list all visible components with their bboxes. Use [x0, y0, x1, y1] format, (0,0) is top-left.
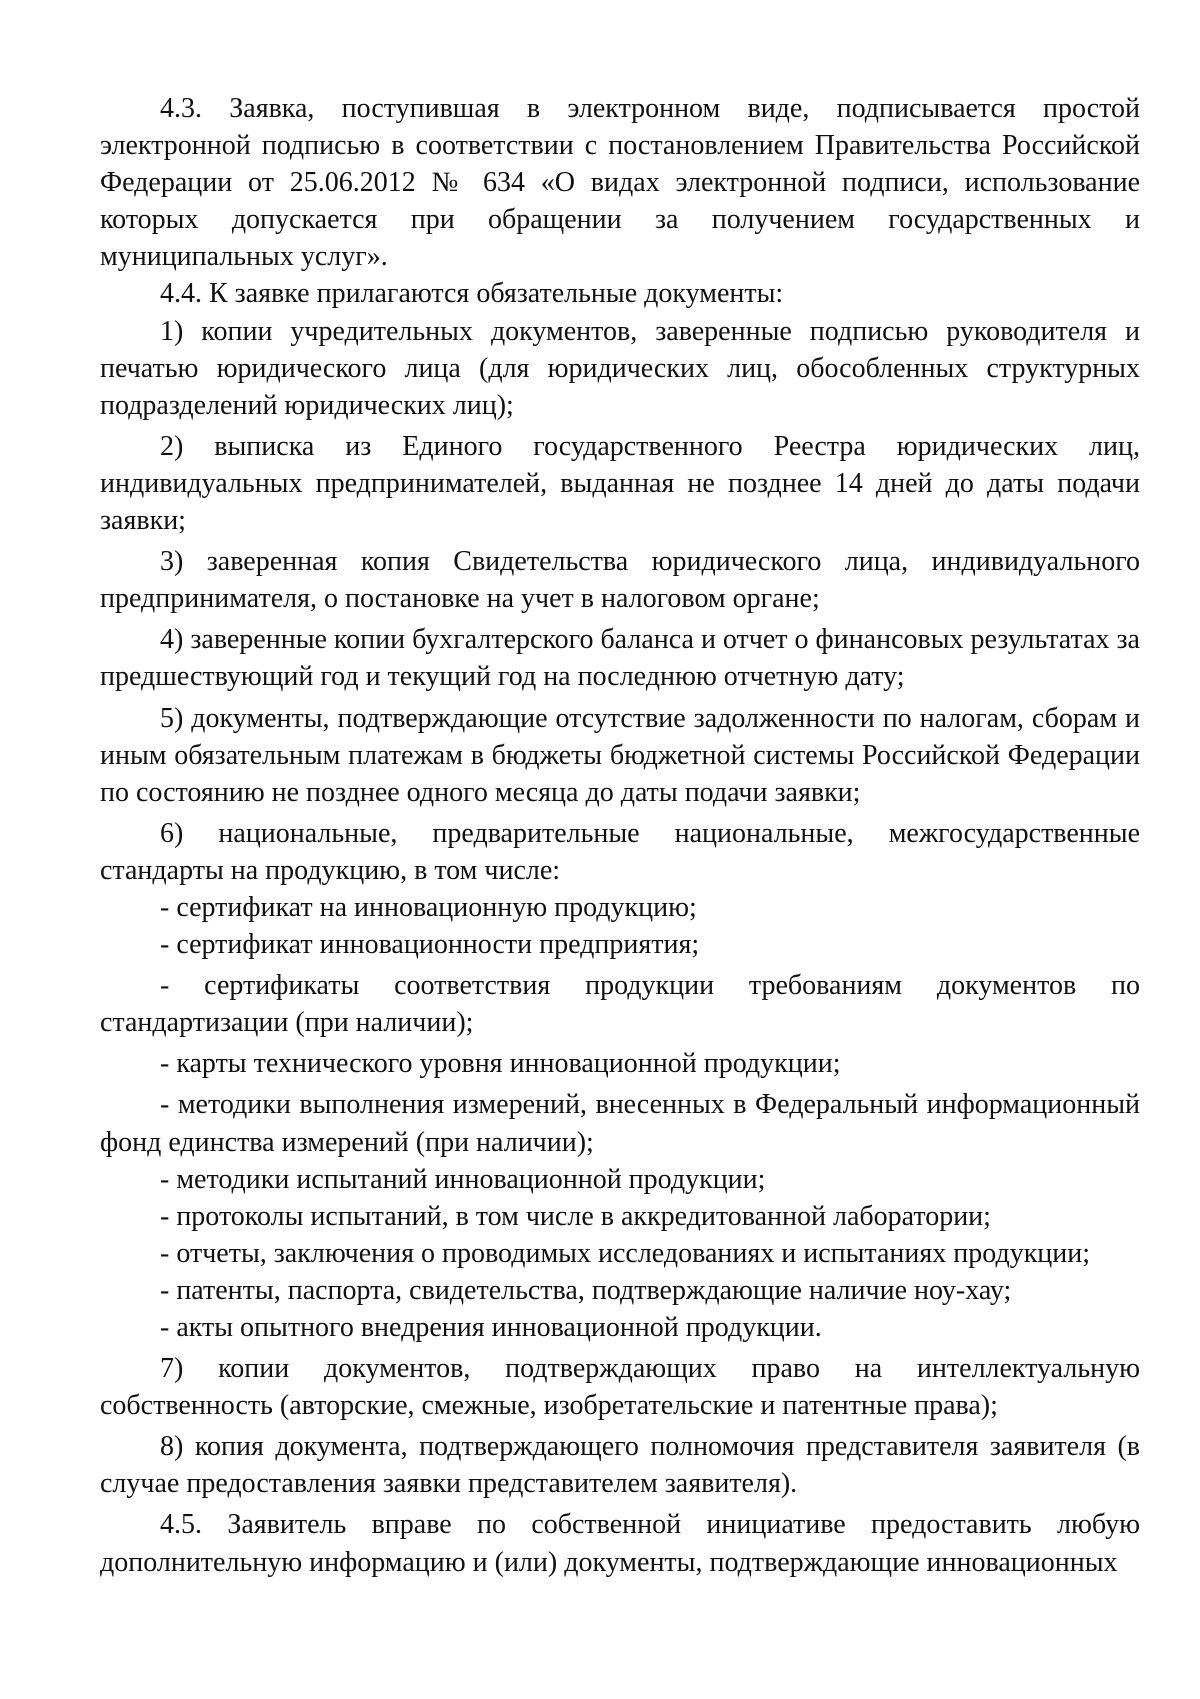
- list-item-5: 5) документы, подтверждающие отсутствие задолженности по налогам, сборам и иным обязательным платежам в бюджеты бюджетной системы Российской Федерации по состоянию не позднее одного месяца до даты подачи заявки;: [100, 702, 1140, 808]
- sub-item-conformity-certificates: - сертификаты соответствия продукции требованиям документов по стандартизации (при наличии);: [100, 970, 1140, 1039]
- list-item-6: 6) национальные, предварительные национальные, межгосударственные стандарты на продукцию, в том числе:: [100, 817, 1140, 886]
- document-body: [100, 90, 1140, 1581]
- sub-item-certificate-product: - сертификат на инновационную продукцию;: [160, 891, 697, 923]
- sub-item-certificate-enterprise: - сертификат инновационности предприятия;: [160, 929, 700, 961]
- sub-item-measurement-methods: - методики выполнения измерений, внесенных в Федеральный информационный фонд единства измерений (при наличии);: [100, 1089, 1140, 1158]
- sub-item-test-methods: - методики испытаний инновационной продукции;: [160, 1163, 766, 1195]
- sub-item-patents: - патенты, паспорта, свидетельства, подтверждающие наличие ноу-хау;: [160, 1274, 1012, 1306]
- paragraph-4-5: 4.5. Заявитель вправе по собственной инициативе предоставить любую дополнительную информацию и (или) документы, подтверждающие инновационных: [100, 1509, 1140, 1578]
- sub-item-technical-level-cards: - карты технического уровня инновационной продукции;: [160, 1048, 841, 1080]
- list-item-3: 3) заверенная копия Свидетельства юридического лица, индивидуального предпринимателя, о постановке на учет в налоговом органе;: [100, 546, 1140, 615]
- sub-item-reports: - отчеты, заключения о проводимых исследованиях и испытаниях продукции;: [160, 1237, 1091, 1269]
- list-item-8: 8) копия документа, подтверждающего полномочия представителя заявителя (в случае предоставления заявки представителем заявителя).: [100, 1431, 1140, 1500]
- list-item-7: 7) копии документов, подтверждающих право на интеллектуальную собственность (авторские, смежные, изобретательские и патентные права);: [100, 1353, 1140, 1422]
- sub-item-test-protocols: - протоколы испытаний, в том числе в аккредитованной лаборатории;: [160, 1200, 991, 1232]
- sub-item-implementation-acts: - акты опытного внедрения инновационной продукции.: [160, 1312, 822, 1343]
- list-item-4: 4) заверенные копии бухгалтерского баланса и отчет о финансовых результатах за предшествующий год и текущий год на последнюю отчетную дату;: [100, 624, 1140, 693]
- paragraph-4-3: 4.3. Заявка, поступившая в электронном виде, подписывается простой электронной подписью в соответствии с постановлением Правительства Российской Федерации от 25.06.2012 № 634 «О видах электронной подписи, использование которых допускается при обращении за получением государственных и муниципальных услуг».: [100, 93, 1140, 273]
- list-item-2: 2) выписка из Единого государственного Реестра юридических лиц, индивидуальных предпринимателей, выданная не позднее 14 дней до даты подачи заявки;: [100, 430, 1140, 537]
- paragraph-4-4: 4.4. К заявке прилагаются обязательные документы:: [160, 278, 784, 310]
- list-item-1: 1) копии учредительных документов, заверенные подписью руководителя и печатью юридического лица (для юридических лиц, обособленных структурных подразделений юридических лиц);: [100, 315, 1140, 421]
